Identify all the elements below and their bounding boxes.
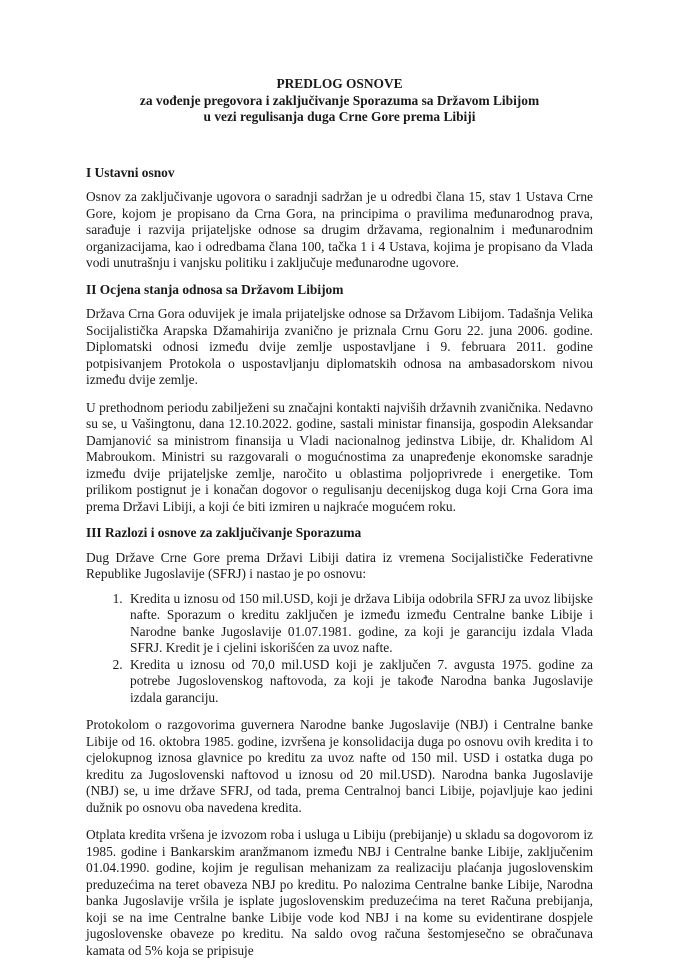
title-line-3: u vezi regulisanja duga Crne Gore prema Libiji <box>203 109 476 124</box>
list-item: 1. Kredita u iznosu od 150 mil.USD, koji je država Libija odobrila SFRJ za uvoz libijske nafte. Sporazum o kreditu zaključen je između između Centralne banke Libije i Narodne banke Jugoslavije 01.07.1981. godine, za koji je garanciju izdala Vlada SFRJ. Kredit je i cjelini iskorišćen za uvoz nafte. <box>126 591 593 657</box>
paragraph: Država Crna Gora oduvijek je imala prijateljske odnose sa Državom Libijom. Tadašnja Velika Socijalistička Arapska Džamahirija zvanično je priznala Crnu Goru 22. juna 2006. godine. Diplomatski odnosi između dvije zemlje uspostavljane i 9. februara 2011. godine potpisivanjem Protokola o uspostavljanju diplomatskih odnosa na ambasadorskom nivou između dvije zemlje. <box>86 306 593 387</box>
paragraph: Otplata kredita vršena je izvozom roba i usluga u Libiju (prebijanje) u skladu sa dogovorom iz 1985. godine i Bankarskim aranžmanom između NBJ i Centralne banke Libije, zaključenim 01.04.1990. godine, kojim je regulisan mehanizam za realizaciju plaćanja jugoslovenskim preduzećima na teret obaveza NBJ po kreditu. Po nalozima Centralne banke Libije, Narodna banka Jugoslavije vršila je isplate jugoslovenskim preduzećima na teret Računa prebijanja, koji se na ime Centralne banke Libije vode kod NBJ i na kome su evidentirane dospjele jugoslovenske obaveze po kreditu. Na saldo ovog računa šestomjesečno se obračunava kamata od 5% koja se pripisuje <box>86 827 593 958</box>
credit-list <box>86 591 593 707</box>
paragraph: Osnov za zaključivanje ugovora o saradnji sadržan je u odredbi člana 15, stav 1 Ustava Crne Gore, kojom je propisano da Crna Gora, na principima o pravilima međunarodnog prava, sarađuje i razvija prijateljske odnose sa drugim državama, regionalnim i međunarodnim organizacijama, kao i odredbama člana 100, tačka 1 i 4 Ustava, kojima je propisano da Vlada vodi unutrašnju i vanjsku politiku i zaključuje međunarodne ugovore. <box>86 189 593 270</box>
paragraph: U prethodnom periodu zabilježeni su značajni kontakti najviših državnih zvaničnika. Nedavno su se, u Vašingtonu, dana 12.10.2022. godine, sastali ministar finansija, gospodin Aleksandar Damjanović sa ministrom finansija u Vladi nacionalnog jedinstva Libije, dr. Khalidom Al Mabroukom. Ministri su razgovarali o mogućnostima za unapređenje ekonomske saradnje između dvije prijateljske zemlje, naročito u oblastima poljoprivrede i energetike. Tom prilikom postignut je i konačan dogovor o regulisanju decenijskog duga koji Crna Gora ima prema Državi Libiji, a koji će biti izmiren u najkraće mogućem roku. <box>86 399 593 514</box>
title-line-2: za vođenje pregovora i zaključivanje Sporazuma sa Državom Libijom <box>139 92 540 108</box>
section-heading-reasons: III Razlozi i osnove za zaključivanje Sporazuma <box>86 525 362 540</box>
paragraph: Protokolom o razgovorima guvernera Narodne banke Jugoslavije (NBJ) i Centralne banke Libije od 16. oktobra 1985. godine, izvršena je konsolidacija duga po osnovu ovih kredita i to cjelokupnog iznosa glavnice po kreditu za uvoz nafte od 150 mil. USD i ostatka duga po kreditu za Jugoslovenski naftovod u iznosu od 20 mil.USD). Narodna banka Jugoslavije (NBJ) se, u ime države SFRJ, od tada, prema Centralnoj banci Libije, pojavljuje kao jedini dužnik po osnovu oba navedena kredita. <box>86 717 593 815</box>
section-heading-constitutional-basis: I Ustavni osnov <box>86 164 175 180</box>
section-heading-relations-assessment: II Ocjena stanja odnosa sa Državom Libijom <box>86 281 344 297</box>
document-title <box>86 76 593 126</box>
list-item: 2. Kredita u iznosu od 70,0 mil.USD koji je zaključen 7. avgusta 1975. godine za potrebe Jugoslovenskog naftovoda, za koji je takođe Narodna banka Jugoslavije izdala garanciju. <box>126 657 593 707</box>
paragraph: Dug Države Crne Gore prema Državi Libiji datira iz vremena Socijalističke Federativne Republike Jugoslavije (SFRJ) i nastao je po osnovu: <box>86 549 593 581</box>
title-line-1: PREDLOG OSNOVE <box>276 76 403 91</box>
